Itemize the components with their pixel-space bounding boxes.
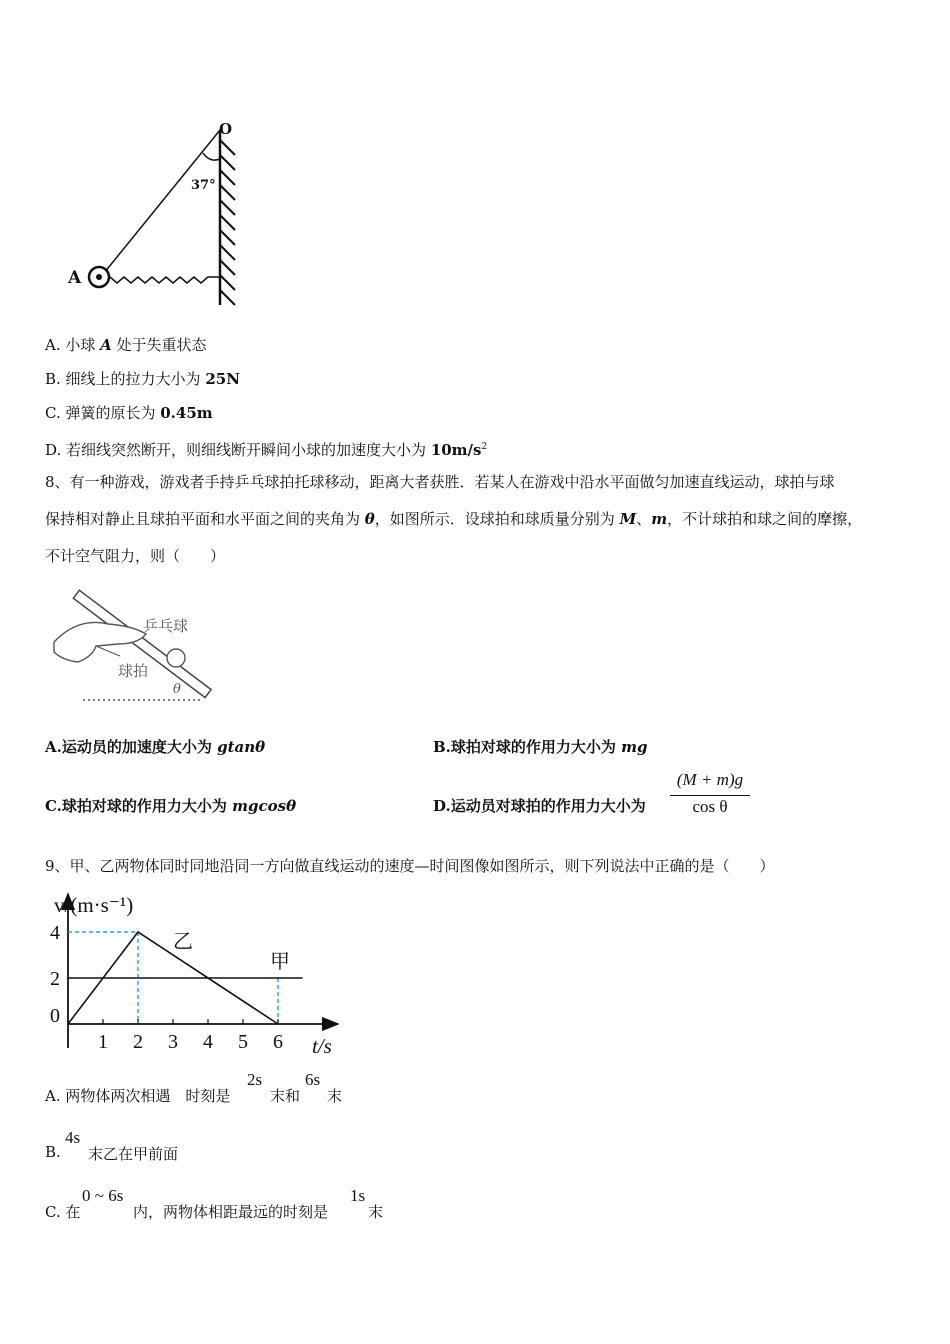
- option-d-denominator: cos θ: [692, 797, 728, 816]
- q9-option-c-t: 1s: [350, 1186, 366, 1205]
- q9-option-a-t1: 2s: [247, 1070, 263, 1089]
- q8-stem-line2: 保持相对静止且球拍平面和水平面之间的夹角为 θ，如图所示．设球拍和球质量分别为 M、m，不计球拍和球之间的摩擦，: [45, 510, 863, 528]
- spring-pendulum-figure: [60, 115, 260, 315]
- y-tick-label: 0: [50, 1005, 60, 1027]
- q9-option-b-text: 末乙在甲前面: [88, 1145, 179, 1163]
- q9-option-a-t2: 6s: [305, 1070, 321, 1089]
- q9-option-c-end: 末: [368, 1203, 384, 1221]
- q8-stem-line3: 不计空气阻力，则（ ）: [45, 547, 226, 565]
- point-a-label: A: [68, 268, 82, 288]
- q8-option-c: C.球拍对球的作用力大小为 mgcosθ: [45, 797, 297, 815]
- q9-option-c: [45, 1186, 445, 1226]
- q7-option-c: C. 弹簧的原长为 0.45m: [45, 404, 213, 422]
- q9-option-b-prefix: B.: [45, 1143, 61, 1161]
- y-axis-label: v/(m·s⁻¹): [54, 893, 134, 917]
- option-d-numerator: (M + m)g: [676, 770, 744, 789]
- q7-option-d: D. 若细线突然断开，则细线断开瞬间小球的加速度大小为 $10m/s^2$: [45, 441, 488, 459]
- fraction-bar: [670, 795, 750, 796]
- q9-stem: 9、甲、乙两物体同时同地沿同一方向做直线运动的速度—时间图像如图所示，则下列说法中正确的是（ ）: [45, 857, 775, 875]
- y-tick-label: 4: [50, 922, 60, 944]
- q9-option-a-mid: 末和: [270, 1087, 301, 1105]
- angle-label: 37°: [191, 178, 216, 193]
- point-o-label: O: [219, 120, 233, 138]
- q8-option-a: A.运动员的加速度大小为 gtanθ: [45, 738, 266, 756]
- series-jia-label: 甲: [270, 951, 290, 973]
- q7-option-a: A. 小球 A 处于失重状态: [45, 336, 207, 354]
- q8-stem-line1: 8、有一种游戏，游戏者手持乒乓球拍托球移动，距离大者获胜．若某人在游戏中沿水平面做匀加速直线运动，球拍与球: [45, 473, 835, 491]
- x-tick-label: 6: [273, 1031, 283, 1053]
- q8-option-b: B.球拍对球的作用力大小为 mg: [433, 738, 648, 756]
- q9-option-c-text: C. 在: [45, 1203, 81, 1221]
- x-tick-label: 1: [98, 1031, 108, 1053]
- racket-label: 球拍: [118, 662, 149, 680]
- y-tick-label: 2: [50, 968, 60, 990]
- q9-option-a-text: A. 两物体两次相遇 时刻是: [45, 1087, 231, 1105]
- q9-option-c-mid: 内，两物体相距最远的时刻是: [133, 1203, 329, 1221]
- x-axis-label: t/s: [312, 1034, 332, 1058]
- series-yi-label: 乙: [173, 931, 193, 953]
- q9-option-c-range: 0 ~ 6s: [82, 1186, 124, 1205]
- x-tick-label: 3: [168, 1031, 178, 1053]
- x-tick-label: 2: [133, 1031, 143, 1053]
- q8-option-d: D.运动员对球拍的作用力大小为: [433, 797, 646, 815]
- ping-pong-label: 乒乓球: [143, 617, 189, 635]
- q9-option-a: [45, 1070, 445, 1110]
- ping-pong-figure: [48, 582, 218, 707]
- x-tick-label: 5: [238, 1031, 248, 1053]
- q9-option-a-end: 末: [327, 1087, 343, 1105]
- q7-option-b: B. 细线上的拉力大小为 25N: [45, 370, 240, 388]
- q9-option-b: [45, 1128, 345, 1168]
- velocity-time-chart: [40, 888, 360, 1063]
- x-tick-label: 4: [203, 1031, 213, 1053]
- q9-option-b-t: 4s: [65, 1128, 81, 1147]
- theta-figure-label: θ: [173, 682, 181, 697]
